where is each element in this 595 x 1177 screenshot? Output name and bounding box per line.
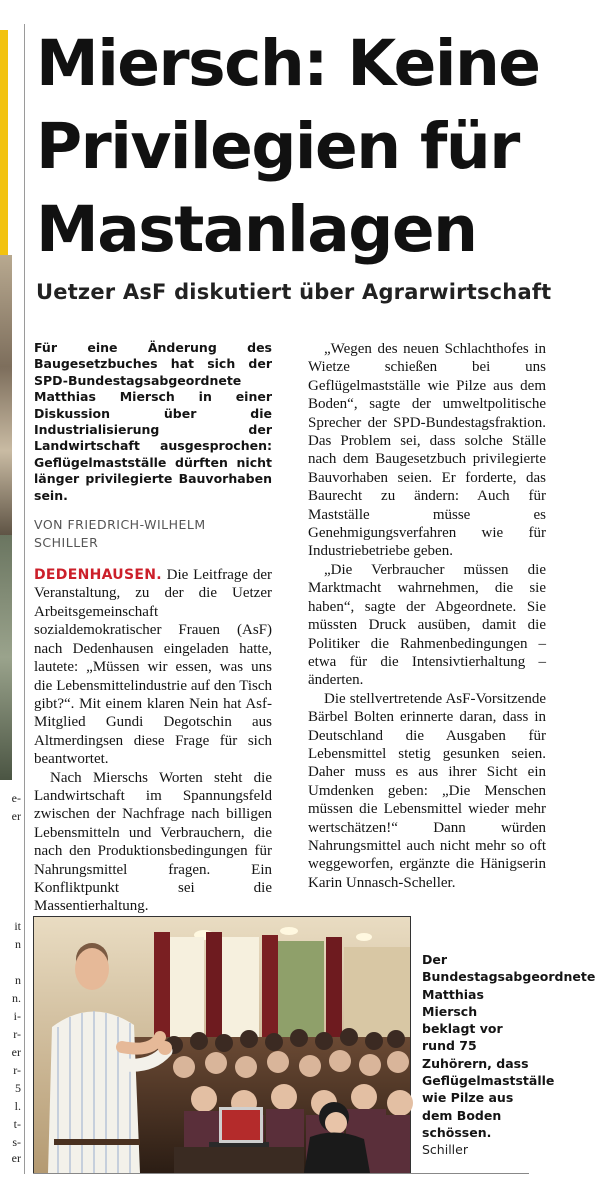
photo-caption <box>422 951 595 1159</box>
article-lead: Für eine Änderung des Baugesetzbuches hat sich der SPD-Bundestagsabgeordnete Matthias Miersch in einer Diskussion über die Industrialisierung der Landwirtschaft ausgesprochen: Geflügelmastställe dürften nicht länger privilegierte Bauvorhaben sein. <box>34 340 272 503</box>
adjacent-text-fragment: n <box>15 937 21 951</box>
column-divider <box>24 24 25 1174</box>
adjacent-text-fragment: er <box>11 1151 21 1165</box>
adjacent-text-fragment: n <box>15 973 21 987</box>
article-paragraph-text: Die Leitfrage der Veranstaltung, zu der die Uetzer Arbeitsgemeinschaft sozialdemokratischer Frauen (AsF) nach Dedenhausen eingeladen hatte, lautete: „Müssen wir essen, was uns die Lebensmittelindustrie auf den Tisch gibt?“. Mit einem klaren Nein hat Asf-Mitglied Gundi Degotschin aus Altmerdingsen diese Frage für sich beantwortet. <box>34 567 272 768</box>
adjacent-text-fragment: t- <box>13 1117 21 1131</box>
article-paragraph: Die stellvertretende AsF-Vorsitzende Bärbel Bolten erinnerte daran, dass in Deutschland die Ausgaben für Lebensmittel stetig gesunken seien. Daher muss es aus ihrer Sicht ein Umdenken geben: „Die Menschen müssen die Lebensmittel wieder mehr wertschätzen!“ Dann würden Nahrungsmittel auch nicht mehr so oft weggeworfen, ergänzte die Hänigserin Karin Unnasch-Scheller. <box>308 690 546 891</box>
adjacent-column-strip <box>0 0 21 1176</box>
photo-caption-text: Der Bundestagsabgeordnete Matthias Miersch beklagt vor rund 75 Zuhörern, dass Geflügelmastställe wie Pilze aus dem Boden schössen. <box>422 952 595 1140</box>
event-photo-illustration <box>34 917 410 1173</box>
article-photo <box>33 916 411 1174</box>
article-paragraph: „Wegen des neuen Schlachthofes in Wietze schießen bei uns Geflügelmastställe wie Pilze aus dem Boden“, sagte der umweltpolitische Sprecher der SPD-Bundestagsfraktion. Das Problem sei, dass solche Ställe nach dem Baugesetzbuch privilegierte Bauvorhaben seien. Er forderte, das Baurecht zu ändern: Auch für Mastställe müsse es Genehmigungsverfahren wie für Industriebetriebe geben. <box>308 341 546 560</box>
adjacent-text-fragment: i- <box>13 1009 21 1023</box>
article-paragraph: Nach Mierschs Worten steht die Landwirtschaft im Spannungsfeld zwischen der Nachfrage nach billigen Lebensmitteln und Verbrauchern, die nach den Produktionsbedingungen für Nahrungsmittel fragen. Ein Konfliktpunkt sei die Massentierhaltung. <box>34 769 272 915</box>
article-column-left <box>34 340 272 916</box>
adjacent-text-fragment: l. <box>14 1099 21 1113</box>
adjacent-photo-fragment <box>0 535 12 780</box>
article-byline: VON FRIEDRICH-WILHELM SCHILLER <box>34 517 206 551</box>
bottom-divider <box>33 1173 529 1174</box>
adjacent-text-fragment: n. <box>12 991 21 1005</box>
article-column-right <box>308 340 546 892</box>
adjacent-text-fragment: it <box>14 919 21 933</box>
adjacent-text-fragment: e- <box>11 791 21 805</box>
article-paragraph <box>34 566 272 768</box>
article-headline: Miersch: Keine Privilegien für Mastanlagen <box>36 27 540 266</box>
adjacent-text-fragment: 5 <box>15 1081 21 1095</box>
adjacent-text-fragment: r- <box>13 1063 21 1077</box>
adjacent-text-fragment: er <box>11 1045 21 1059</box>
adjacent-photo-fragment <box>0 255 12 535</box>
article-dateline: DEDENHAUSEN. <box>34 567 162 584</box>
adjacent-text-fragment: er <box>11 809 21 823</box>
adjacent-text-fragment: r- <box>13 1027 21 1041</box>
article-subheadline: Uetzer AsF diskutiert über Agrarwirtschaft <box>36 280 552 304</box>
adjacent-text-fragment: s- <box>12 1135 21 1149</box>
photo-credit: Schiller <box>422 1142 468 1158</box>
article-paragraph: „Die Verbraucher müssen die Marktmacht wahrnehmen, die sie haben“, sagte der Abgeordnete. Sie müssten Druck ausüben, damit die Politiker die Rahmenbedingungen – etwa für die Intensivtierhaltung – änderten. <box>308 561 546 689</box>
adjacent-yellow-block <box>0 30 8 255</box>
